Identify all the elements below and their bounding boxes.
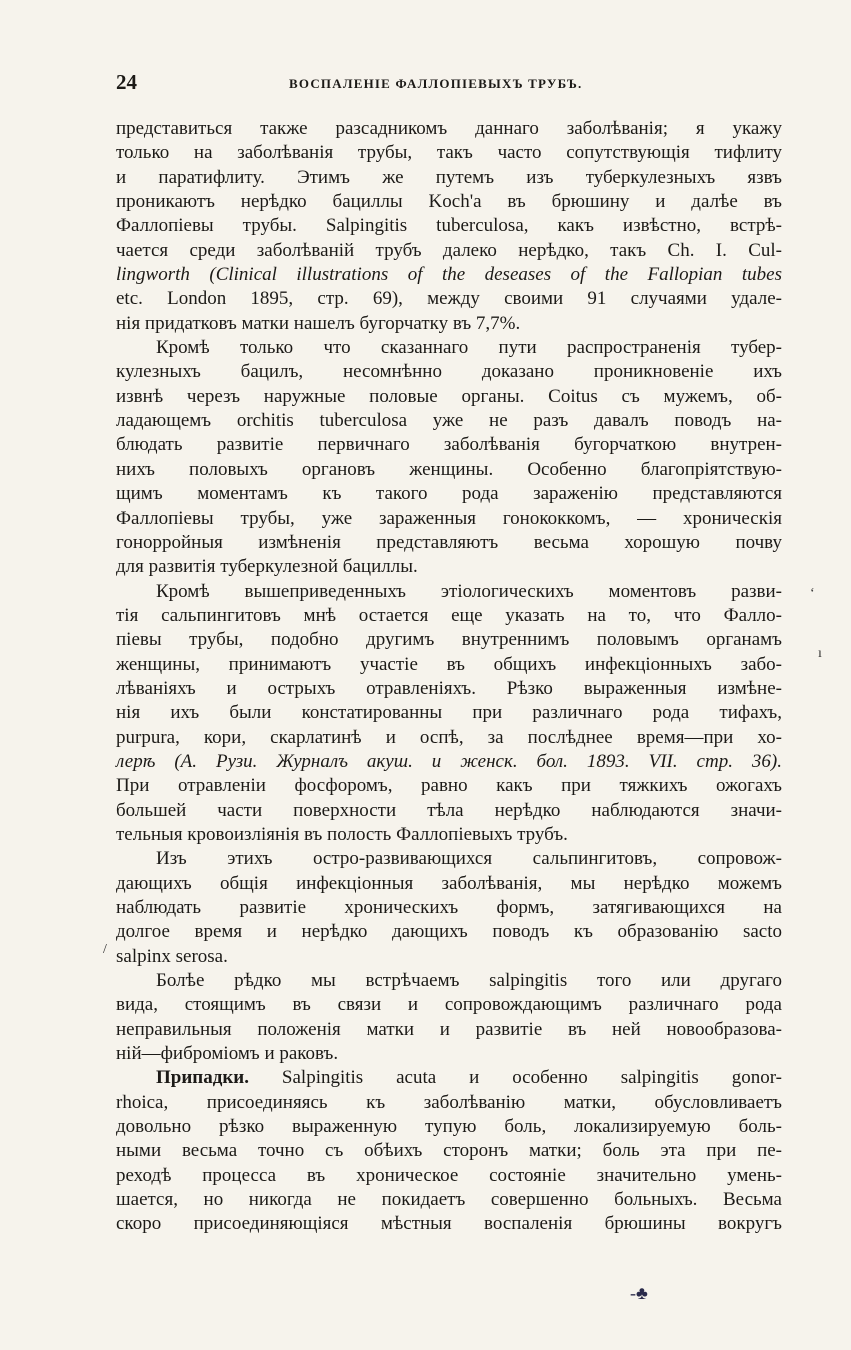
text-line: довольно рѣзко выраженную тупую боль, локализируемую боль- [116,1116,782,1138]
text-line: Припадки. Salpingitis acuta и особенно salpingitis gonor- [156,1067,782,1089]
text-line: ладающемъ orchitis tuberculosa уже не разъ давалъ поводъ на- [116,410,782,432]
text-line: нія придатковъ матки нашелъ бугорчатку въ 7,7%. [116,312,521,334]
footer-mark: ‑♣ [630,1283,648,1303]
text-line: большей части поверхности тѣла нерѣдко наблюдаются значи- [116,799,782,821]
text-line: нихъ половыхъ органовъ женщины. Особенно благопріятствую- [116,458,782,480]
margin-mark: / [103,942,107,957]
text-line: представиться также разсадникомъ даннаго заболѣванія; я укажу [116,118,782,139]
text-line: шается, но никогда не покидаетъ совершенно больныхъ. Весьма [116,1189,782,1211]
text-line: реходѣ процесса въ хроническое состояніе значительно умень- [116,1164,782,1186]
text-line: тія сальпингитовъ мнѣ остается еще указать на то, что Фалло- [116,604,782,626]
text-line: Кромѣ вышеприведенныхъ этіологическихъ моментовъ разви- [156,580,782,602]
page-number: 24 [116,70,137,94]
text-line: purpura, кори, скарлатинѣ и оспѣ, за послѣднее время—при хо- [116,726,782,748]
text-line: lingworth (Clinical illustrations of the deseases of the Fallopian tubes [116,264,782,286]
text-line: и паратифлиту. Этимъ же путемъ изъ туберкулезныхъ язвъ [116,166,782,188]
text-line: ными весьма точно съ обѣихъ сторонъ матки; боль эта при пе- [116,1140,782,1162]
text-line: etc. London 1895, стр. 69), между своими 91 случаями удале- [116,288,782,310]
text-line: Болѣе рѣдко мы встрѣчаемъ salpingitis того или другаго [156,970,782,992]
margin-mark: ‘ [810,586,815,601]
text-line: Кромѣ только что сказаннаго пути распространенія тубер- [156,337,782,359]
text-line: лѣваніяхъ и острыхъ отравленіяхъ. Рѣзко выраженныя измѣне- [116,677,782,699]
text-line: скоро присоединяющіяся мѣстныя воспаленія брюшины вокругъ [116,1213,782,1235]
text-line: гонорройныя измѣненія представляютъ весьма хорошую почву [116,531,782,553]
text-line: извнѣ черезъ наружные половые органы. Coitus съ мужемъ, об- [116,385,782,407]
text-line: блюдать развитіе первичнаго заболѣванія бугорчаткою внутрен- [116,434,782,456]
text-line: вида, стоящимъ въ связи и сопровождающимъ различнаго рода [116,994,782,1016]
text-line: кулезныхъ бацилъ, несомнѣнно доказано проникновеніе ихъ [116,361,782,383]
text-line: Изъ этихъ остро-развивающихся сальпингитовъ, сопровож- [156,848,782,870]
text-line: долгое время и нерѣдко дающихъ поводъ къ образованію sacto [116,921,782,943]
text-line: наблюдать развитіе хроническихъ формъ, затягивающихся на [116,897,782,918]
text-line: Фаллопіевы трубы, уже зараженныя гонококкомъ, — хроническія [116,507,782,529]
text-line: только на заболѣванія трубы, такъ часто сопутствующія тифлиту [116,142,782,164]
text-line: для развитія туберкулезной бациллы. [116,556,418,578]
text-line: дающихъ общія инфекціонныя заболѣванія, мы нерѣдко можемъ [116,872,782,894]
body-text [116,117,782,1237]
text-line: тельныя кровоизліянія въ полость Фаллопіевыхъ трубъ. [116,823,568,845]
text-line: женщины, принимаютъ участіе въ общихъ инфекціонныхъ забо- [116,653,782,675]
run-in-heading: Припадки. [156,1067,249,1089]
text-line: неправильныя положенія матки и развитіе въ ней новообразова- [116,1018,782,1040]
text-line: проникаютъ нерѣдко бациллы Koch'a въ брюшину и далѣе въ [116,191,782,213]
text-line: чается среди заболѣваній трубъ далеко нерѣдко, такъ Ch. I. Cul- [116,239,782,261]
text-line: Фаллопіевы трубы. Salpingitis tuberculosa, какъ извѣстно, встрѣ- [116,215,782,237]
text-line: піевы трубы, подобно другимъ внутреннимъ половымъ органамъ [116,629,782,651]
margin-mark: ı [818,646,822,661]
text-line: лерѣ (А. Рузи. Журналъ акуш. и женск. бол. 1893. VII. стр. 36). [116,750,782,772]
text-line: При отравленіи фосфоромъ, равно какъ при тяжкихъ ожогахъ [116,775,782,797]
text-line: salpinx serosa. [116,945,228,967]
running-head: ВОСПАЛЕНІЕ ФАЛЛОПІЕВЫХЪ ТРУБЪ. [289,76,583,91]
text-line: rhoica, присоединяясь къ заболѣванію матки, обусловливаетъ [116,1091,782,1113]
page-header [116,70,785,102]
text-line: щимъ моментамъ къ такого рода зараженію представляются [116,483,782,505]
text-line: нія ихъ были констатированны при различнаго рода тифахъ, [116,702,782,724]
text-line: ній—фиброміомъ и раковъ. [116,1043,339,1065]
